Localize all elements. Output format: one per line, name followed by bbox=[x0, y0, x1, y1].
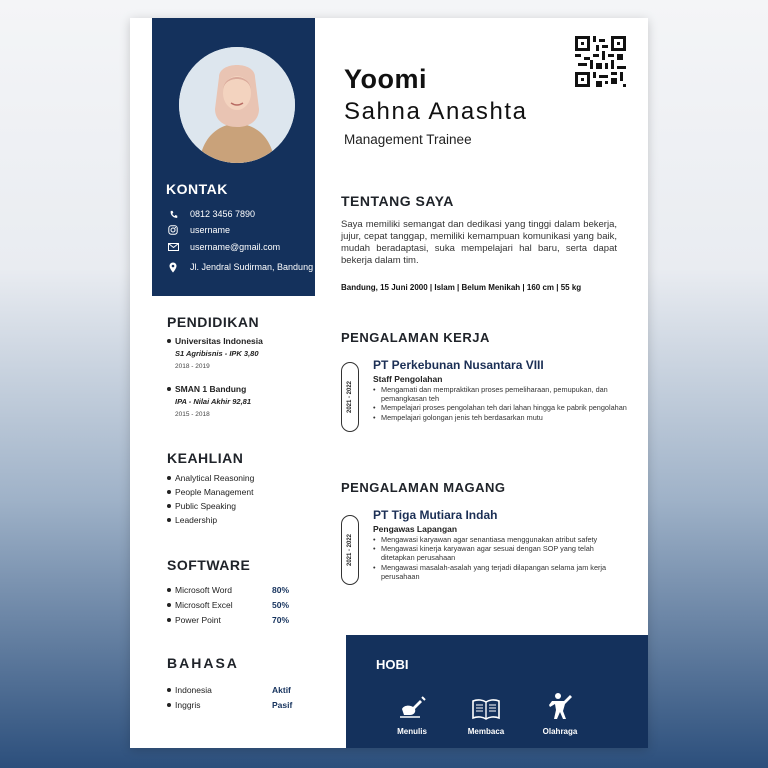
language-name: Indonesia bbox=[175, 685, 212, 695]
hobby-label: Membaca bbox=[467, 727, 505, 736]
school-years: 2018 - 2019 bbox=[175, 363, 210, 370]
education-heading: PENDIDIKAN bbox=[167, 314, 260, 330]
software-item bbox=[167, 585, 297, 595]
hobby-item bbox=[456, 687, 516, 736]
duty-item: • Mempelajari golongan jenis teh berdasarkan mutu bbox=[373, 412, 543, 422]
skills-list bbox=[167, 471, 254, 527]
duty-item: • Mengamati dan mempraktikan proses pemeliharaan, pemupukan, dan pemangkasan teh bbox=[373, 385, 608, 404]
sports-figure-icon bbox=[530, 687, 590, 721]
last-name: Sahna Anashta bbox=[344, 98, 528, 125]
mail-icon bbox=[166, 241, 180, 253]
resume-page bbox=[130, 18, 648, 748]
language-item bbox=[167, 685, 297, 695]
school-name: SMAN 1 Bandung bbox=[175, 384, 247, 394]
writing-hand-icon bbox=[382, 687, 442, 721]
language-item bbox=[167, 700, 297, 710]
skill-item: People Management bbox=[167, 485, 254, 499]
education-item bbox=[167, 384, 251, 418]
skill-item: Public Speaking bbox=[167, 499, 254, 513]
contact-email bbox=[166, 241, 280, 253]
address-text: Jl. Jendral Sudirman, Bandung bbox=[190, 262, 314, 272]
qr-code-icon bbox=[575, 36, 626, 87]
software-level: 50% bbox=[272, 600, 290, 610]
school-major: S1 Agribisnis - IPK 3,80 bbox=[175, 349, 259, 358]
hobby-label: Menulis bbox=[397, 727, 427, 736]
internship-duties bbox=[373, 535, 628, 585]
software-name: Microsoft Excel bbox=[175, 600, 233, 610]
location-pin-icon bbox=[166, 261, 180, 273]
work-duties bbox=[373, 385, 628, 433]
duty-item: • Mengawasi kinerja karyawan agar sesuai dengan SOP yang telah ditetapkan perusahaan bbox=[373, 544, 594, 563]
duty-item: • Mengawasi masalah-asalah yang terjadi dilapangan selama jam kerja perusahaan bbox=[373, 562, 607, 581]
internship-years: 2021 - 2022 bbox=[347, 533, 353, 567]
school-major: IPA - Nilai Akhir 92,81 bbox=[175, 397, 251, 406]
software-item bbox=[167, 615, 297, 625]
job-title: Management Trainee bbox=[344, 132, 472, 147]
contact-address bbox=[166, 261, 313, 273]
first-name: Yoomi bbox=[344, 64, 427, 94]
education-item bbox=[167, 336, 263, 370]
personal-details: Bandung, 15 Juni 2000 | Islam | Belum Menikah | 160 cm | 55 kg bbox=[341, 283, 582, 292]
instagram-handle: username bbox=[190, 225, 231, 235]
contact-heading: KONTAK bbox=[166, 181, 228, 197]
school-years: 2015 - 2018 bbox=[175, 411, 210, 418]
hobby-item bbox=[382, 687, 442, 736]
internship-years-pill bbox=[341, 515, 359, 585]
language-name: Inggris bbox=[175, 700, 201, 710]
languages-heading: BAHASA bbox=[167, 655, 239, 671]
instagram-icon bbox=[166, 224, 180, 236]
about-heading: TENTANG SAYA bbox=[341, 193, 454, 209]
contact-instagram bbox=[166, 224, 230, 236]
phone-icon bbox=[166, 208, 180, 220]
phone-number: 0812 3456 7890 bbox=[190, 209, 256, 219]
skill-item: Leadership bbox=[167, 513, 254, 527]
duty-item: • Mengawasi karyawan agar senantiasa menggunakan atribut safety bbox=[373, 535, 598, 544]
about-paragraph: Saya memiliki semangat dan dedikasi yang tinggi dalam bekerja, jujur, cepat tanggap, memiliki kemampuan komunikasi yang baik, mudah beradaptasi, suka mempelajari hal baru, serta dapat bekerja dalam tim. bbox=[341, 219, 617, 266]
email-address: username@gmail.com bbox=[190, 242, 281, 252]
school-name: Universitas Indonesia bbox=[175, 336, 263, 346]
duty-item: • Mempelajari proses pengolahan teh dari lahan hingga ke pabrik pengolahan bbox=[373, 403, 627, 413]
work-role: Staff Pengolahan bbox=[373, 374, 443, 384]
contact-panel bbox=[152, 18, 315, 296]
work-years: 2021 - 2022 bbox=[347, 380, 353, 414]
skill-item: Analytical Reasoning bbox=[167, 471, 254, 485]
contact-phone bbox=[166, 208, 255, 220]
software-heading: SOFTWARE bbox=[167, 557, 251, 573]
hobby-item bbox=[530, 687, 590, 736]
software-level: 80% bbox=[272, 585, 290, 595]
hobby-label: Olahraga bbox=[542, 727, 578, 736]
hobby-heading: HOBI bbox=[376, 657, 409, 672]
bullet bbox=[167, 339, 171, 343]
work-heading: PENGALAMAN KERJA bbox=[341, 330, 490, 345]
language-level: Aktif bbox=[272, 685, 291, 695]
language-level: Pasif bbox=[272, 700, 293, 710]
work-company: PT Perkebunan Nusantara VIII bbox=[373, 358, 544, 372]
profile-photo bbox=[179, 47, 295, 163]
software-name: Microsoft Word bbox=[175, 585, 232, 595]
internship-heading: PENGALAMAN MAGANG bbox=[341, 480, 506, 495]
hobby-panel bbox=[346, 635, 648, 748]
work-years-pill bbox=[341, 362, 359, 432]
bullet bbox=[167, 387, 171, 391]
internship-role: Pengawas Lapangan bbox=[373, 524, 458, 534]
internship-company: PT Tiga Mutiara Indah bbox=[373, 508, 498, 522]
software-item bbox=[167, 600, 297, 610]
software-level: 70% bbox=[272, 615, 290, 625]
software-name: Power Point bbox=[175, 615, 221, 625]
skills-heading: KEAHLIAN bbox=[167, 450, 244, 466]
open-book-icon bbox=[456, 687, 516, 721]
